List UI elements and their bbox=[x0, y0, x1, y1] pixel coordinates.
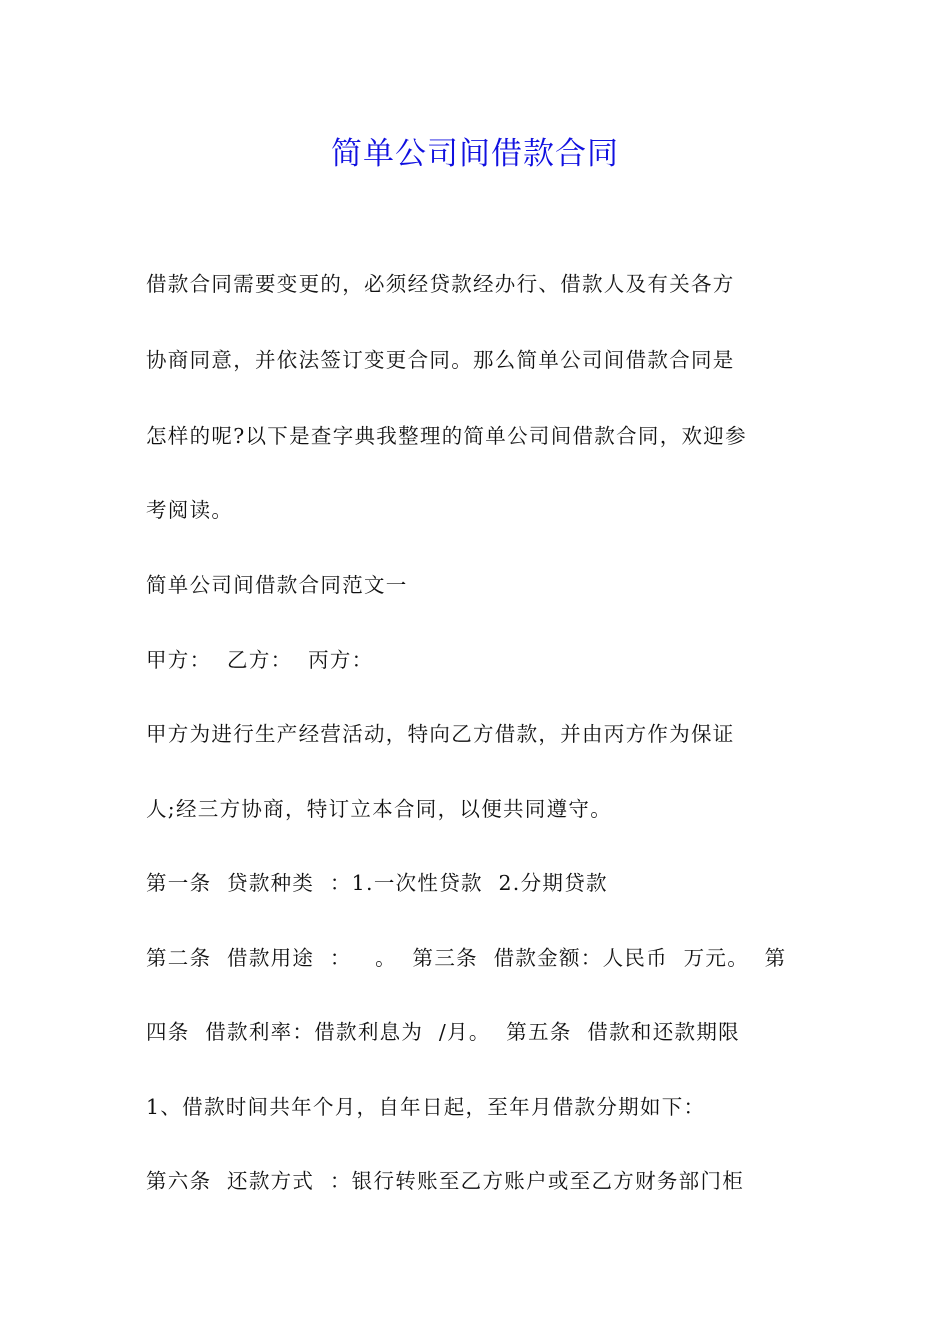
paragraph-line: 人;经三方协商，特订立本合同，以便共同遵守。 bbox=[146, 797, 613, 821]
paragraph-line: 甲方为进行生产经营活动，特向乙方借款，并由丙方作为保证 bbox=[146, 722, 735, 746]
parties-line: 甲方： 乙方： 丙方： bbox=[146, 648, 374, 672]
paragraph-line: 借款合同需要变更的，必须经贷款经办行、借款人及有关各方 bbox=[146, 272, 735, 296]
document-title: 简单公司间借款合同 bbox=[331, 136, 619, 172]
paragraph-line: 怎样的呢?以下是查字典我整理的简单公司间借款合同，欢迎参 bbox=[146, 424, 747, 448]
section-heading: 简单公司间借款合同范文一 bbox=[146, 573, 408, 597]
paragraph-line: 协商同意，并依法签订变更合同。那么简单公司间借款合同是 bbox=[146, 348, 735, 372]
clause-line: 第一条 贷款种类 ：1.一次性贷款 2.分期贷款 bbox=[146, 871, 608, 895]
paragraph-line: 考阅读。 bbox=[146, 498, 234, 522]
clause-line: 第六条 还款方式 ：银行转账至乙方账户或至乙方财务部门柜 bbox=[146, 1169, 745, 1193]
clause-line: 第二条 借款用途 ： 。 第三条 借款金额：人民币 万元。 第 bbox=[146, 946, 787, 970]
clause-line: 1、借款时间共年个月，自年日起，至年月借款分期如下： bbox=[146, 1095, 706, 1119]
clause-line: 四条 借款利率：借款利息为 /月。 第五条 借款和还款期限 bbox=[146, 1020, 740, 1044]
